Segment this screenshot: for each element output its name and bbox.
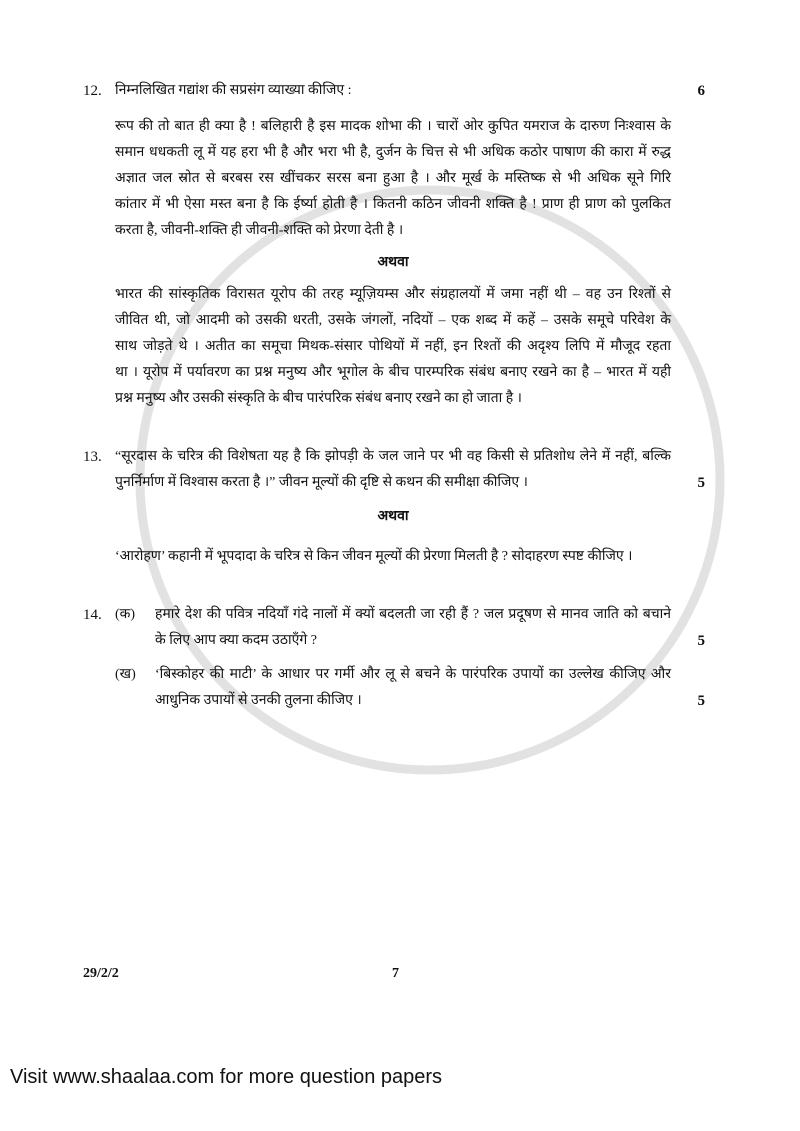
passage-line: जीवित थी, जो आदमी को उसकी धरती, उसके जंगलों, नदियों – एक शब्द में कहें – उसके समूचे परिवेश के (115, 313, 671, 328)
question-line: पुनर्निर्माण में विश्वास करता है ।” जीवन मूल्यों की दृष्टि से कथन की समीक्षा कीजिए । (115, 475, 528, 490)
question-number: 12. (83, 83, 102, 99)
passage-line: रूप की तो बात ही क्या है ! बलिहारी है इस मादक शोभा की । चारों ओर कुपित यमराज के दारुण निःश्वास के (115, 119, 671, 134)
marks: 5 (697, 475, 705, 491)
passage-line: प्रश्न मनुष्य और उसकी संस्कृति के बीच पारंपरिक संबंध बनाए रखने का हो जाता है । (115, 391, 522, 406)
marks: 6 (697, 83, 705, 99)
marks: 5 (697, 633, 705, 649)
paper-code: 29/2/2 (83, 966, 119, 981)
question-line: ‘बिस्कोहर की माटी’ के आधार पर गर्मी और लू से बचने के पारंपरिक उपायों का उल्लेख कीजिए और (155, 667, 671, 682)
question-line: हमारे देश की पवित्र नदियाँ गंदे नालों में क्यों बदलती जा रही हैं ? जल प्रदूषण से मानव जाति को बचाने (155, 607, 671, 622)
passage-line: कांतार में भी ऐसा मस्त बना है कि ईर्ष्या होती है । कितनी कठिन जीवनी शक्ति है ! प्राण ही प्राण को पुलकित (115, 197, 671, 212)
passage-line: करता है, जीवनी-शक्ति ही जीवनी-शक्ति को प्रेरणा देती है । (115, 223, 404, 238)
question-number: 14. (83, 607, 102, 623)
question-13 (83, 444, 705, 496)
page-content (83, 78, 705, 714)
question-14b (83, 662, 705, 714)
question-line: के लिए आप क्या कदम उठाएँगे ? (155, 633, 317, 648)
visit-banner: Visit www.shaalaa.com for more question papers (10, 1066, 443, 1088)
or-heading: अथवा (377, 255, 409, 270)
passage-line: साथ जोड़ते थे । अतीत का समूचा मिथक-संसार पोथियों में नहीं, इन रिश्तों की अदृश्य लिपि में मौजूद रहता (115, 339, 671, 354)
marks: 5 (697, 693, 705, 709)
question-line: “सूरदास के चरित्र की विशेषता यह है कि झोपड़ी के जल जाने पर भी वह किसी से प्रतिशोध लेने में नहीं, बल्कि (115, 449, 671, 464)
or-heading: अथवा (377, 509, 409, 524)
passage-line: था । यूरोप में पर्यावरण का प्रश्न मनुष्य और भूगोल के बीच पारम्परिक संबंध बनाए रखने का है – भारत में यही (115, 365, 671, 380)
sub-label: (क) (115, 607, 136, 622)
passage-line: अज्ञात जल स्रोत से बरबस रस खींचकर सरस बना हुआ है । और मूर्ख के मस्तिष्क से भी अधिक सूने गिरि (115, 171, 671, 186)
question-line: आधुनिक उपायों से उनकी तुलना कीजिए । (155, 693, 362, 708)
passage-line: समान धधकती लू में यह हरा भी है और भरा भी है, दुर्जन के चित्त से भी अधिक कठोर पाषाण की कारा में रुद्ध (115, 145, 671, 160)
passage-line: भारत की सांस्कृतिक विरासत यूरोप की तरह म्यूज़ियम्स और संग्रहालयों में जमा नहीं थी – वह उन रिश्तों से (115, 287, 671, 302)
question-number: 13. (83, 449, 102, 465)
alternative-question: ‘आरोहण’ कहानी में भूपदादा के चरित्र से किन जीवन मूल्यों की प्रेरणा मिलती है ? सोदाहरण स्पष्ट कीजिए । (115, 549, 633, 564)
question-12 (83, 78, 705, 412)
page-number: 7 (392, 966, 399, 981)
sub-label: (ख) (115, 667, 136, 682)
question-14a (83, 602, 705, 654)
question-prompt: निम्नलिखित गद्यांश की सप्रसंग व्याख्या कीजिए : (115, 83, 352, 98)
